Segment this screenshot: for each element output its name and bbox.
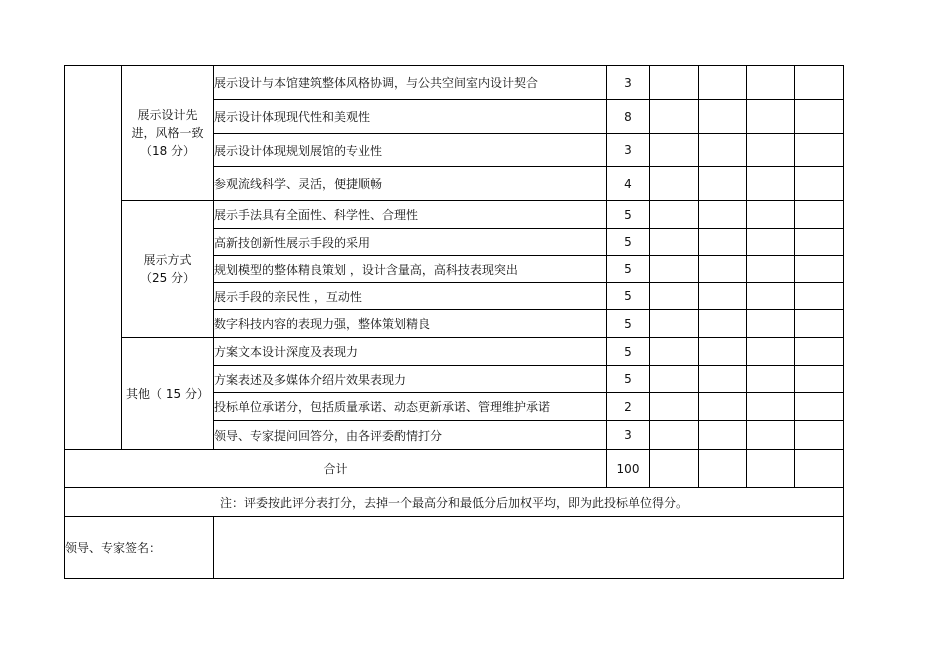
judge-score-cell[interactable] bbox=[747, 229, 795, 256]
judge-score-cell[interactable] bbox=[795, 366, 844, 393]
scoring-table bbox=[64, 65, 844, 579]
judge-score-cell[interactable] bbox=[699, 256, 747, 283]
note-row bbox=[65, 488, 844, 517]
judge-score-cell[interactable] bbox=[650, 283, 699, 310]
judge-score-cell[interactable] bbox=[699, 421, 747, 450]
judge-score-cell[interactable] bbox=[699, 393, 747, 421]
total-row bbox=[65, 450, 844, 488]
judge-score-cell[interactable] bbox=[795, 310, 844, 338]
judge-score-cell[interactable] bbox=[747, 201, 795, 229]
category-line: 展示设计先 bbox=[137, 108, 198, 122]
criterion-cell: 方案表述及多媒体介绍片效果表现力 bbox=[214, 366, 607, 393]
judge-score-cell[interactable] bbox=[650, 134, 699, 167]
table-row bbox=[65, 338, 844, 366]
judge-score-cell[interactable] bbox=[650, 366, 699, 393]
criterion-cell: 展示手段的亲民性 ，互动性 bbox=[214, 283, 607, 310]
judge-score-cell[interactable] bbox=[650, 310, 699, 338]
judge-score-cell[interactable] bbox=[795, 421, 844, 450]
judge-score-cell[interactable] bbox=[747, 66, 795, 100]
table-row bbox=[65, 201, 844, 229]
judge-score-cell[interactable] bbox=[795, 229, 844, 256]
score-cell: 5 bbox=[607, 338, 650, 366]
judge-score-cell[interactable] bbox=[699, 310, 747, 338]
judge-score-cell[interactable] bbox=[795, 338, 844, 366]
total-score: 100 bbox=[607, 450, 650, 488]
signature-label: 领导、专家签名： bbox=[65, 517, 214, 579]
judge-total-cell[interactable] bbox=[795, 450, 844, 488]
total-label: 合计 bbox=[65, 450, 607, 488]
category-cell bbox=[122, 66, 214, 201]
criterion-cell: 展示设计体现规划展馆的专业性 bbox=[214, 134, 607, 167]
category-cell bbox=[122, 201, 214, 338]
judge-score-cell[interactable] bbox=[650, 201, 699, 229]
judge-score-cell[interactable] bbox=[795, 283, 844, 310]
judge-score-cell[interactable] bbox=[747, 393, 795, 421]
judge-score-cell[interactable] bbox=[650, 66, 699, 100]
criterion-cell: 参观流线科学、灵活，便捷顺畅 bbox=[214, 167, 607, 201]
criterion-cell: 规划模型的整体精良策划 ，设计含量高，高科技表现突出 bbox=[214, 256, 607, 283]
judge-score-cell[interactable] bbox=[795, 100, 844, 134]
criterion-cell: 领导、专家提问回答分，由各评委酌情打分 bbox=[214, 421, 607, 450]
category-line: （18 分） bbox=[139, 144, 196, 158]
judge-score-cell[interactable] bbox=[795, 201, 844, 229]
criterion-cell: 展示手法具有全面性、科学性、合理性 bbox=[214, 201, 607, 229]
score-cell: 5 bbox=[607, 283, 650, 310]
score-cell: 5 bbox=[607, 310, 650, 338]
criterion-cell: 投标单位承诺分，包括质量承诺、动态更新承诺、管理维护承诺 bbox=[214, 393, 607, 421]
scoring-note: 注：评委按此评分表打分，去掉一个最高分和最低分后加权平均，即为此投标单位得分。 bbox=[65, 488, 844, 517]
judge-score-cell[interactable] bbox=[650, 100, 699, 134]
category-line: 其他（ 15 分） bbox=[126, 386, 209, 401]
judge-score-cell[interactable] bbox=[747, 283, 795, 310]
judge-score-cell[interactable] bbox=[747, 167, 795, 201]
score-cell: 3 bbox=[607, 66, 650, 100]
score-cell: 2 bbox=[607, 393, 650, 421]
judge-score-cell[interactable] bbox=[747, 366, 795, 393]
judge-score-cell[interactable] bbox=[795, 256, 844, 283]
judge-score-cell[interactable] bbox=[699, 100, 747, 134]
table-row bbox=[65, 66, 844, 100]
category-line: 进，风格一致 bbox=[131, 126, 204, 140]
judge-total-cell[interactable] bbox=[699, 450, 747, 488]
judge-score-cell[interactable] bbox=[747, 338, 795, 366]
score-cell: 5 bbox=[607, 366, 650, 393]
outer-left-column bbox=[65, 66, 122, 450]
judge-score-cell[interactable] bbox=[747, 100, 795, 134]
judge-score-cell[interactable] bbox=[699, 66, 747, 100]
judge-score-cell[interactable] bbox=[699, 134, 747, 167]
judge-score-cell[interactable] bbox=[699, 338, 747, 366]
category-line: （25 分） bbox=[139, 271, 196, 285]
judge-score-cell[interactable] bbox=[795, 393, 844, 421]
criterion-cell: 展示设计体现现代性和美观性 bbox=[214, 100, 607, 134]
judge-score-cell[interactable] bbox=[650, 393, 699, 421]
judge-score-cell[interactable] bbox=[650, 256, 699, 283]
judge-score-cell[interactable] bbox=[699, 366, 747, 393]
score-cell: 5 bbox=[607, 256, 650, 283]
judge-score-cell[interactable] bbox=[699, 201, 747, 229]
score-cell: 3 bbox=[607, 134, 650, 167]
category-line: 展示方式 bbox=[143, 253, 192, 267]
score-cell: 3 bbox=[607, 421, 650, 450]
judge-score-cell[interactable] bbox=[747, 421, 795, 450]
signature-row bbox=[65, 517, 844, 579]
criterion-cell: 数字科技内容的表现力强，整体策划精良 bbox=[214, 310, 607, 338]
criterion-cell: 方案文本设计深度及表现力 bbox=[214, 338, 607, 366]
score-cell: 5 bbox=[607, 201, 650, 229]
judge-total-cell[interactable] bbox=[650, 450, 699, 488]
judge-score-cell[interactable] bbox=[650, 229, 699, 256]
judge-score-cell[interactable] bbox=[699, 283, 747, 310]
judge-score-cell[interactable] bbox=[795, 66, 844, 100]
score-cell: 8 bbox=[607, 100, 650, 134]
judge-score-cell[interactable] bbox=[795, 134, 844, 167]
score-cell: 5 bbox=[607, 229, 650, 256]
judge-score-cell[interactable] bbox=[747, 310, 795, 338]
criterion-cell: 高新技创新性展示手段的采用 bbox=[214, 229, 607, 256]
judge-score-cell[interactable] bbox=[699, 229, 747, 256]
category-cell bbox=[122, 338, 214, 450]
judge-score-cell[interactable] bbox=[699, 167, 747, 201]
judge-score-cell[interactable] bbox=[795, 167, 844, 201]
judge-total-cell[interactable] bbox=[747, 450, 795, 488]
criterion-cell: 展示设计与本馆建筑整体风格协调，与公共空间室内设计契合 bbox=[214, 66, 607, 100]
judge-score-cell[interactable] bbox=[747, 256, 795, 283]
signature-field[interactable] bbox=[214, 517, 844, 579]
judge-score-cell[interactable] bbox=[650, 167, 699, 201]
judge-score-cell[interactable] bbox=[747, 134, 795, 167]
judge-score-cell[interactable] bbox=[650, 338, 699, 366]
judge-score-cell[interactable] bbox=[650, 421, 699, 450]
score-cell: 4 bbox=[607, 167, 650, 201]
